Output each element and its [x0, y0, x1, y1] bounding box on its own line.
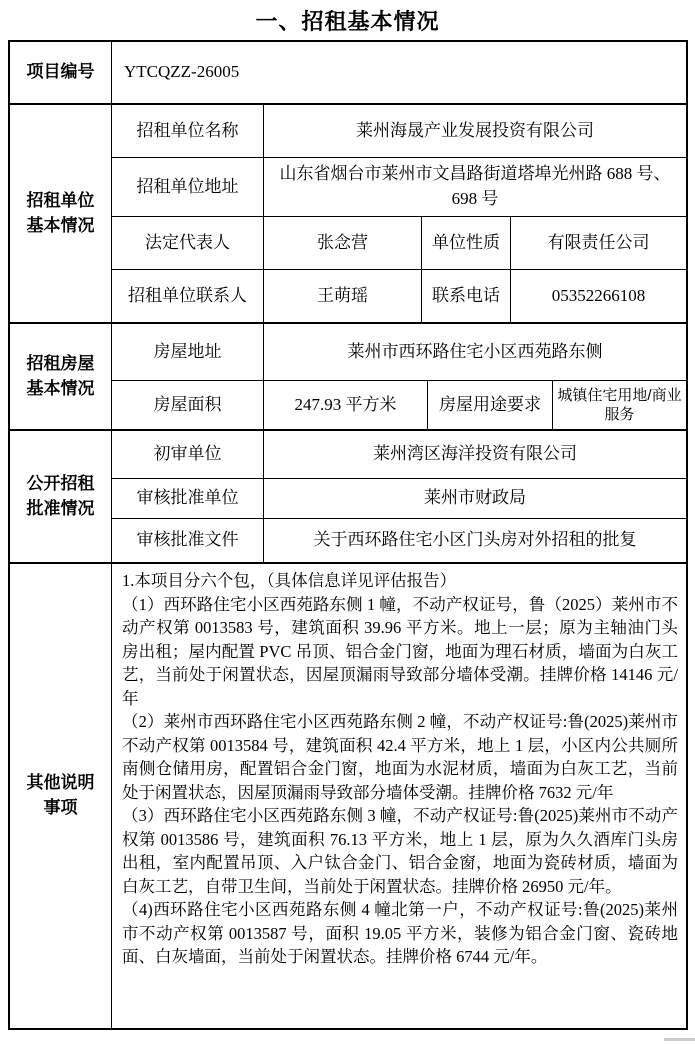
page-title: 一、招租基本情况 — [255, 9, 440, 34]
org-name-row — [112, 105, 686, 158]
house-address-label: 房屋地址 — [153, 341, 222, 361]
notes-text — [112, 564, 686, 1028]
house-area-value: 247.93 平方米 — [263, 381, 427, 429]
house-area-row — [112, 381, 686, 429]
notes-paragraph-3: （2）莱州市西环路住宅小区西苑路东侧 2 幢，不动产权证号:鲁(2025)莱州市不动产权第 0013584 号，建筑面积 42.4 平方米，地上 1 层，小区内公共厕所南侧仓储用房，配置铝合金门窗，地面为水泥材质，墙面为白灰工艺，当前处于闲置状态，因屋顶漏雨导致部分墙体受潮。挂牌价格 7632 元/年 — [122, 712, 678, 802]
approval-doc-row — [112, 519, 686, 562]
house-area-label: 房屋面积 — [153, 394, 222, 414]
initial-review-row — [112, 431, 686, 479]
contact-person-label: 招租单位联系人 — [128, 285, 247, 305]
legal-rep-value: 张念营 — [263, 217, 421, 269]
house-usage-value: 城镇住宅用地/商业服务 — [552, 381, 686, 429]
contact-phone-value: 05352266108 — [510, 270, 686, 322]
project-no-label: 项目编号 — [10, 42, 112, 103]
rental-info-table — [8, 40, 688, 1030]
house-section — [10, 324, 686, 431]
approval-unit-value: 莱州市财政局 — [263, 479, 686, 518]
house-address-row — [112, 324, 686, 381]
approval-section — [10, 431, 686, 564]
org-address-label: 招租单位地址 — [136, 176, 239, 196]
contact-person-row — [112, 270, 686, 322]
notes-paragraph-5: （4)西环路住宅小区西苑路东侧 4 幢北第一户，不动产权证号:鲁(2025)莱州市不动产权第 0013587 号，面积 19.05 平方米，装修为铝合金门窗、瓷砖地面、白灰墙面，当前处于闲置状态。挂牌价格 6744 元/年。 — [122, 900, 678, 966]
approval-doc-value: 关于西环路住宅小区门头房对外招租的批复 — [263, 519, 686, 562]
notes-section — [10, 564, 686, 1028]
unit-type-value: 有限责任公司 — [510, 217, 686, 269]
project-no-value: YTCQZZ-26005 — [124, 62, 240, 82]
org-name-label: 招租单位名称 — [136, 120, 239, 140]
contact-phone-label: 联系电话 — [421, 270, 510, 322]
project-no-row — [10, 42, 686, 105]
notes-paragraph-4: （3）西环路住宅小区西苑路东侧 3 幢，不动产权证号:鲁(2025)莱州市不动产权第 0013586 号，建筑面积 76.13 平方米，地上 1 层，原为久久酒库门头房出租，室内配置吊顶、入户钛合金门、铝合金窗，地面为瓷砖材质，墙面为白灰工艺，自带卫生间，当前处于闲置状态。挂牌价格 26950 元/年。 — [122, 806, 678, 896]
approval-unit-row — [112, 479, 686, 519]
org-name-value: 莱州海晟产业发展投资有限公司 — [263, 105, 686, 157]
notes-section-label: 其他说明事项 — [10, 564, 112, 1028]
legal-rep-row — [112, 217, 686, 270]
approval-unit-label: 审核批准单位 — [136, 488, 239, 508]
initial-review-value: 莱州湾区海洋投资有限公司 — [263, 431, 686, 478]
legal-rep-label: 法定代表人 — [145, 232, 230, 252]
org-section — [10, 105, 686, 324]
initial-review-label: 初审单位 — [153, 444, 222, 464]
house-address-value: 莱州市西环路住宅小区西苑路东侧 — [263, 324, 686, 380]
org-address-row — [112, 158, 686, 217]
approval-doc-label: 审核批准文件 — [136, 530, 239, 550]
org-address-value: 山东省烟台市莱州市文昌路街道塔埠光州路 688 号、698 号 — [263, 158, 686, 216]
scrollbar-fragment — [664, 1038, 695, 1041]
house-usage-label: 房屋用途要求 — [427, 381, 552, 429]
house-section-label: 招租房屋基本情况 — [10, 324, 112, 429]
approval-section-label: 公开招租批准情况 — [10, 431, 112, 562]
notes-paragraph-1: 1.本项目分六个包，（具体信息详见评估报告） — [122, 571, 457, 590]
org-section-label: 招租单位基本情况 — [10, 105, 112, 322]
notes-paragraph-2: （1）西环路住宅小区西苑路东侧 1 幢，不动产权证号，鲁（2025）莱州市不动产权第 0013583 号，建筑面积 39.96 平方米。地上一层；原为主轴油门头房出租；屋内配置 PVC 吊顶、铝合金门窗，地面为理石材质，墙面为白灰工艺，当前处于闲置状态，因屋顶漏雨导致部分墙体受潮。挂牌价格 14146 元/年 — [122, 594, 678, 708]
contact-person-value: 王萌瑶 — [263, 270, 421, 322]
unit-type-label: 单位性质 — [421, 217, 510, 269]
